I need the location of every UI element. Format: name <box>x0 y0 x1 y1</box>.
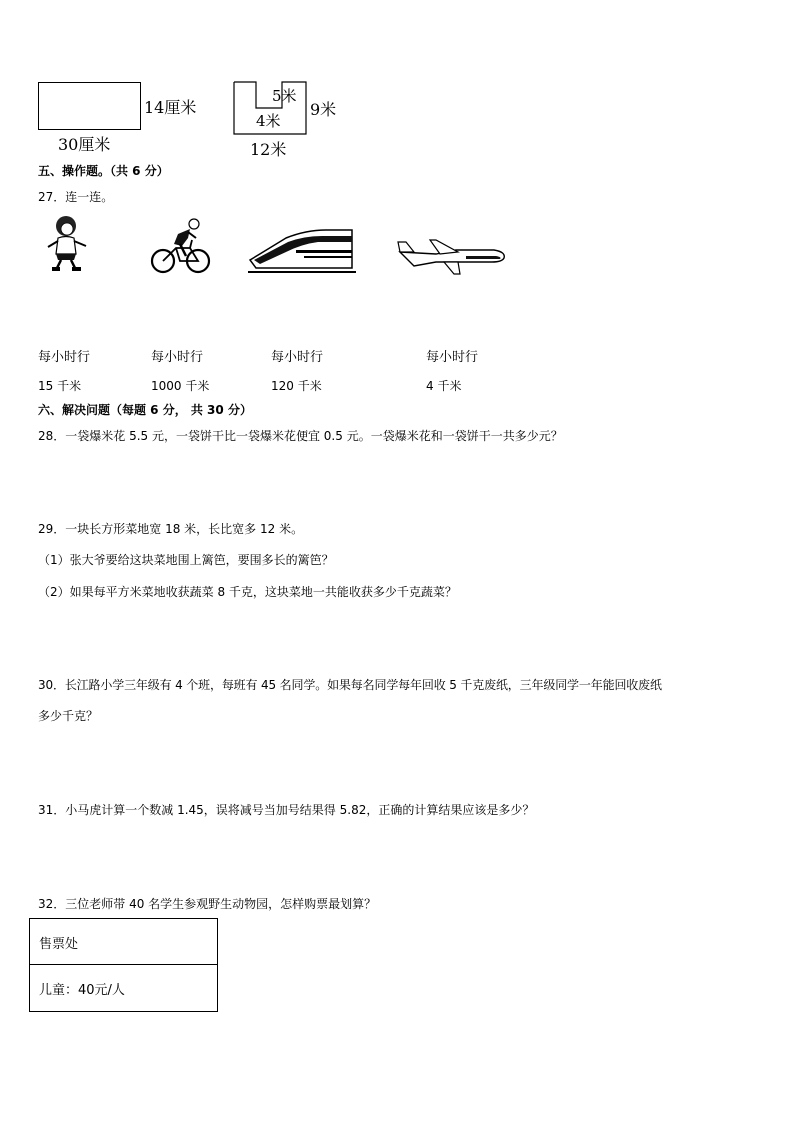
question-28: 28．一袋爆米花 5.5 元，一袋饼干比一袋爆米花便宜 0.5 元。一袋爆米花和一袋饼干一共多少元？ <box>38 429 563 443</box>
rectangle-figure-1 <box>38 82 141 130</box>
girl-walking-icon <box>44 214 90 272</box>
ticket-office-title: 售票处 <box>30 919 217 965</box>
rect1-side-label: 14厘米 <box>144 98 197 117</box>
speed-1-label: 每小时行 <box>38 350 91 365</box>
rect1-bottom-label: 30厘米 <box>58 135 111 154</box>
speed-3-value: 120 千米 <box>271 379 322 393</box>
speed-2-value: 1000 千米 <box>151 379 210 393</box>
question-30-line-2: 多少千克？ <box>38 709 99 723</box>
rect2-top-label: 5米 <box>272 87 297 105</box>
rect2-inner-label: 4米 <box>256 112 281 130</box>
section5-heading: 五、操作题。（共 6 分） <box>38 164 169 178</box>
cyclist-icon <box>150 218 212 276</box>
question-32: 32．三位老师带 40 名学生参观野生动物园，怎样购票最划算？ <box>38 897 377 911</box>
rect2-bottom-label: 12米 <box>250 140 287 159</box>
question-27: 27．连一连。 <box>38 190 114 204</box>
airplane-icon <box>396 236 510 276</box>
question-29-part-1: （1）张大爷要给这块菜地围上篱笆，要围多长的篱笆？ <box>38 553 334 567</box>
question-29-part-2: （2）如果每平方米菜地收获蔬菜 8 千克，这块菜地一共能收获多少千克蔬菜？ <box>38 585 457 599</box>
question-30-line-1: 30．长江路小学三年级有 4 个班，每班有 45 名同学。如果每名同学每年回收 5 千克废纸，三年级同学一年能回收废纸 <box>38 678 662 692</box>
question-31: 31．小马虎计算一个数减 1.45，误将减号当加号结果得 5.82，正确的计算结果应该是多少？ <box>38 803 535 817</box>
bullet-train-icon <box>246 226 358 276</box>
ticket-price-table <box>29 918 218 1012</box>
speed-4-value: 4 千米 <box>426 379 462 393</box>
speed-4-label: 每小时行 <box>426 350 479 365</box>
rect2-right-label: 9米 <box>310 100 337 119</box>
speed-1-value: 15 千米 <box>38 379 82 393</box>
child-ticket-price: 儿童：40元/人 <box>39 983 125 998</box>
speed-3-label: 每小时行 <box>271 350 324 365</box>
speed-2-label: 每小时行 <box>151 350 204 365</box>
section6-heading: 六、解决问题（每题 6 分， 共 30 分） <box>38 403 252 417</box>
question-29: 29．一块长方形菜地宽 18 米，长比宽多 12 米。 <box>38 522 304 536</box>
